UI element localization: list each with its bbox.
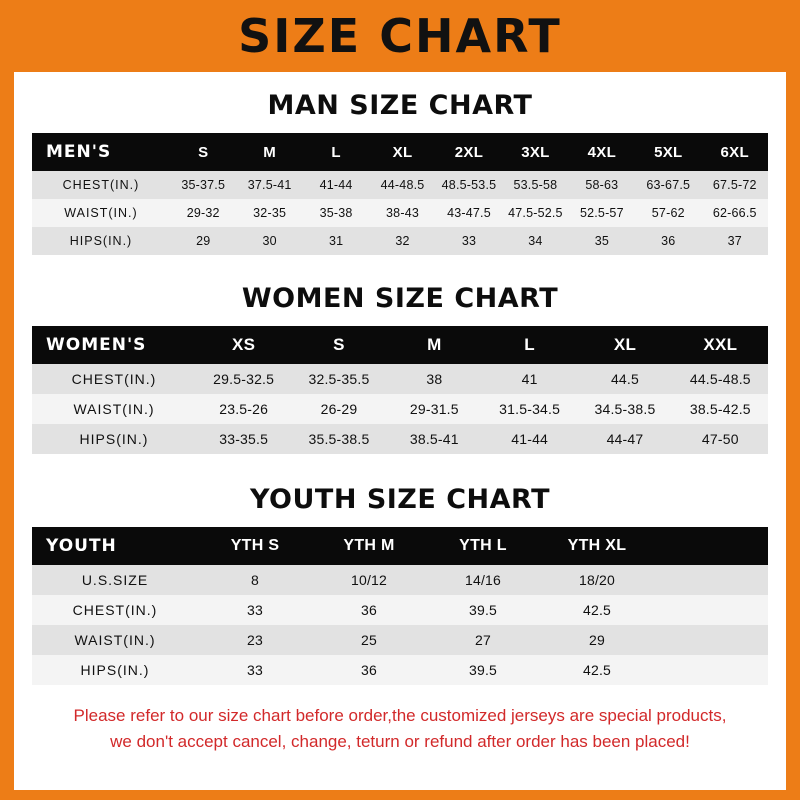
women-waist-m: 29-31.5: [387, 394, 482, 424]
men-size-table: [32, 133, 768, 255]
women-row-waist-label: WAIST(IN.): [32, 394, 196, 424]
men-hips-2xl: 33: [436, 227, 502, 255]
women-hips-m: 38.5-41: [387, 424, 482, 454]
youth-waist-xl: 29: [540, 625, 654, 655]
men-header-l: L: [303, 133, 369, 171]
youth-hips-m: 36: [312, 655, 426, 685]
youth-section-title: YOUTH SIZE CHART: [249, 484, 551, 515]
youth-waist-l: 27: [426, 625, 540, 655]
table-row: [32, 394, 768, 424]
men-row-waist-label: WAIST(IN.): [32, 199, 170, 227]
women-waist-l: 31.5-34.5: [482, 394, 577, 424]
youth-header-l: YTH L: [426, 527, 540, 565]
youth-header-label: YOUTH: [32, 527, 198, 565]
youth-size-table: [32, 527, 768, 685]
women-header-xs: XS: [196, 326, 291, 364]
men-chest-4xl: 58-63: [569, 171, 635, 199]
men-table-head: [32, 133, 768, 171]
men-waist-l: 35-38: [303, 199, 369, 227]
youth-header-empty: [654, 527, 768, 565]
youth-ussize-m: 10/12: [312, 565, 426, 595]
men-chest-5xl: 63-67.5: [635, 171, 701, 199]
youth-ussize-empty: [654, 565, 768, 595]
youth-header-xl: YTH XL: [540, 527, 654, 565]
men-hips-m: 30: [236, 227, 302, 255]
table-row: [32, 424, 768, 454]
women-header-xl: XL: [577, 326, 672, 364]
women-chest-xs: 29.5-32.5: [196, 364, 291, 394]
women-hips-xl: 44-47: [577, 424, 672, 454]
men-hips-s: 29: [170, 227, 236, 255]
table-row: [32, 595, 768, 625]
youth-waist-m: 25: [312, 625, 426, 655]
table-row: [32, 199, 768, 227]
men-header-5xl: 5XL: [635, 133, 701, 171]
men-header-s: S: [170, 133, 236, 171]
footer-note-line1: Please refer to our size chart before order,the customized jerseys are special products,: [73, 706, 727, 725]
men-table-body: [32, 171, 768, 255]
women-header-xxl: XXL: [673, 326, 768, 364]
women-header-label: WOMEN'S: [32, 326, 196, 364]
men-row-hips-label: HIPS(IN.): [32, 227, 170, 255]
footer-note: [38, 703, 762, 754]
youth-hips-xl: 42.5: [540, 655, 654, 685]
men-chest-2xl: 48.5-53.5: [436, 171, 502, 199]
table-row: [32, 227, 768, 255]
men-hips-l: 31: [303, 227, 369, 255]
men-waist-xl: 38-43: [369, 199, 435, 227]
footer-note-line2: we don't accept cancel, change, teturn or refund after order has been placed!: [110, 731, 690, 751]
men-chest-xl: 44-48.5: [369, 171, 435, 199]
men-chest-3xl: 53.5-58: [502, 171, 568, 199]
table-header-row: [32, 133, 768, 171]
header-banner: [0, 0, 800, 72]
youth-hips-s: 33: [198, 655, 312, 685]
men-header-xl: XL: [369, 133, 435, 171]
women-hips-xxl: 47-50: [673, 424, 768, 454]
youth-header-s: YTH S: [198, 527, 312, 565]
table-header-row: [32, 326, 768, 364]
women-chest-xl: 44.5: [577, 364, 672, 394]
women-table-head: [32, 326, 768, 364]
youth-table-head: [32, 527, 768, 565]
women-hips-l: 41-44: [482, 424, 577, 454]
youth-hips-empty: [654, 655, 768, 685]
youth-hips-l: 39.5: [426, 655, 540, 685]
women-waist-xxl: 38.5-42.5: [673, 394, 768, 424]
men-header-m: M: [236, 133, 302, 171]
women-header-l: L: [482, 326, 577, 364]
youth-chest-xl: 42.5: [540, 595, 654, 625]
men-chest-l: 41-44: [303, 171, 369, 199]
youth-ussize-xl: 18/20: [540, 565, 654, 595]
men-header-label: MEN'S: [32, 133, 170, 171]
table-row: [32, 364, 768, 394]
women-header-m: M: [387, 326, 482, 364]
women-chest-l: 41: [482, 364, 577, 394]
men-hips-4xl: 35: [569, 227, 635, 255]
men-header-4xl: 4XL: [569, 133, 635, 171]
youth-ussize-l: 14/16: [426, 565, 540, 595]
men-chest-m: 37.5-41: [236, 171, 302, 199]
youth-chest-empty: [654, 595, 768, 625]
table-row: [32, 171, 768, 199]
youth-waist-s: 23: [198, 625, 312, 655]
table-header-row: [32, 527, 768, 565]
men-header-3xl: 3XL: [502, 133, 568, 171]
table-row: [32, 655, 768, 685]
men-header-6xl: 6XL: [702, 133, 769, 171]
youth-waist-empty: [654, 625, 768, 655]
women-table-body: [32, 364, 768, 454]
youth-row-ussize-label: U.S.SIZE: [32, 565, 198, 595]
men-hips-5xl: 36: [635, 227, 701, 255]
women-hips-s: 35.5-38.5: [291, 424, 386, 454]
women-waist-xl: 34.5-38.5: [577, 394, 672, 424]
youth-header-m: YTH M: [312, 527, 426, 565]
men-waist-6xl: 62-66.5: [702, 199, 769, 227]
men-hips-3xl: 34: [502, 227, 568, 255]
women-row-chest-label: CHEST(IN.): [32, 364, 196, 394]
youth-row-chest-label: CHEST(IN.): [32, 595, 198, 625]
women-size-table: [32, 326, 768, 454]
youth-chest-m: 36: [312, 595, 426, 625]
women-chest-m: 38: [387, 364, 482, 394]
men-waist-2xl: 43-47.5: [436, 199, 502, 227]
content-area: [14, 90, 786, 754]
youth-row-hips-label: HIPS(IN.): [32, 655, 198, 685]
men-section-title: MAN SIZE CHART: [267, 90, 533, 121]
women-row-hips-label: HIPS(IN.): [32, 424, 196, 454]
women-header-s: S: [291, 326, 386, 364]
page-title: SIZE CHART: [238, 9, 562, 63]
men-waist-3xl: 47.5-52.5: [502, 199, 568, 227]
women-chest-s: 32.5-35.5: [291, 364, 386, 394]
table-row: [32, 565, 768, 595]
youth-ussize-s: 8: [198, 565, 312, 595]
women-hips-xs: 33-35.5: [196, 424, 291, 454]
youth-row-waist-label: WAIST(IN.): [32, 625, 198, 655]
men-waist-s: 29-32: [170, 199, 236, 227]
men-waist-5xl: 57-62: [635, 199, 701, 227]
women-waist-xs: 23.5-26: [196, 394, 291, 424]
men-chest-s: 35-37.5: [170, 171, 236, 199]
men-row-chest-label: CHEST(IN.): [32, 171, 170, 199]
men-waist-m: 32-35: [236, 199, 302, 227]
youth-table-body: [32, 565, 768, 685]
women-section-title: WOMEN SIZE CHART: [241, 283, 559, 314]
women-chest-xxl: 44.5-48.5: [673, 364, 768, 394]
men-header-2xl: 2XL: [436, 133, 502, 171]
women-waist-s: 26-29: [291, 394, 386, 424]
youth-chest-l: 39.5: [426, 595, 540, 625]
men-waist-4xl: 52.5-57: [569, 199, 635, 227]
table-row: [32, 625, 768, 655]
men-hips-6xl: 37: [702, 227, 769, 255]
youth-chest-s: 33: [198, 595, 312, 625]
men-chest-6xl: 67.5-72: [702, 171, 769, 199]
men-hips-xl: 32: [369, 227, 435, 255]
